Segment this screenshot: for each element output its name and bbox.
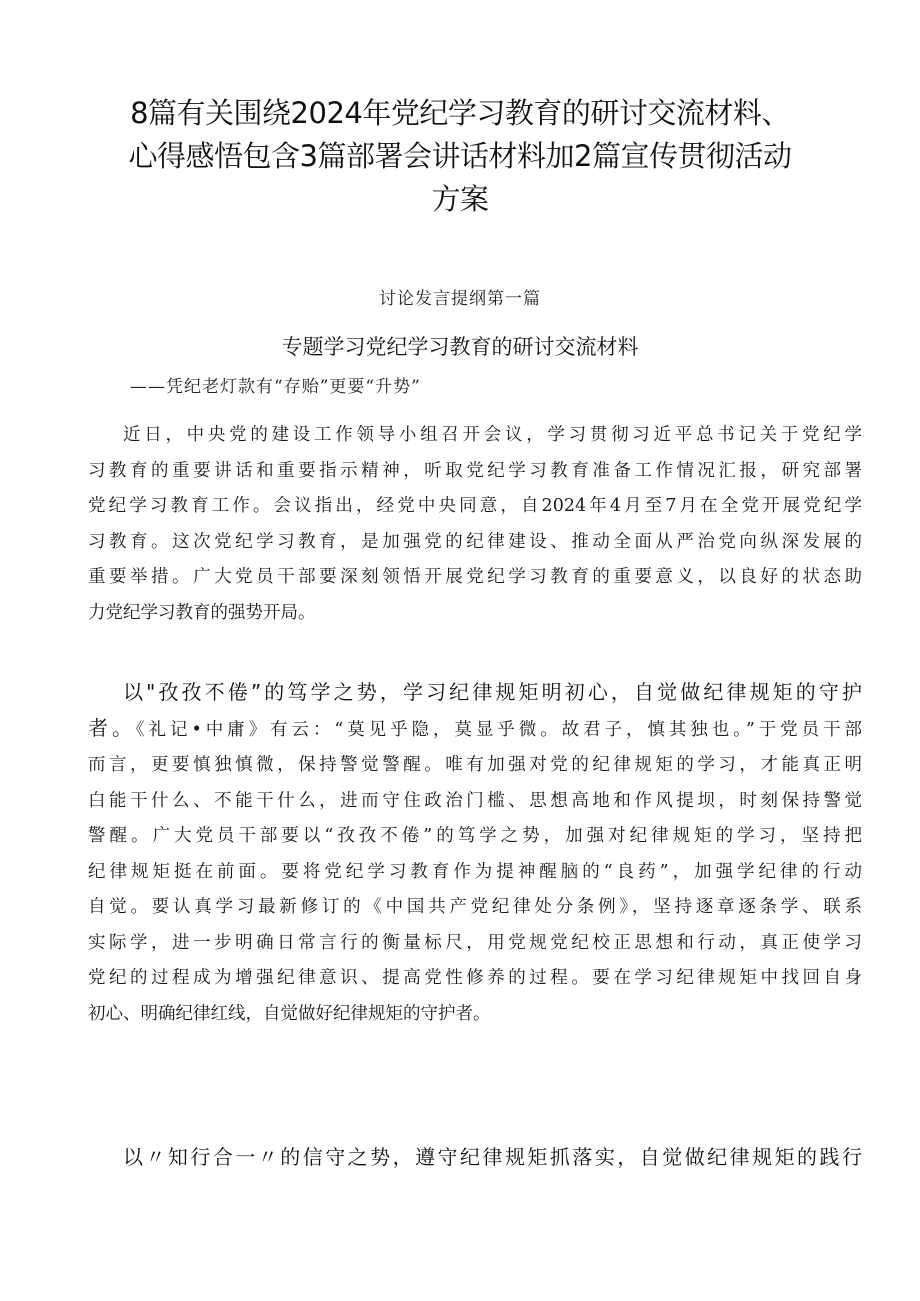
paragraph-line: 力党纪学习教育的强势开局。 [88, 602, 316, 623]
paragraph-line: 而言，更要慎独慎微，保持警觉警醒。唯有加强对党的纪律规矩的学习，才能真正明 [88, 755, 862, 775]
paragraph-line: 近日，中央党的建设工作领导小组召开会议，学习贯彻习近平总书记关于党纪学 [123, 425, 862, 445]
paragraph-3 [88, 1140, 862, 1176]
paragraph-line: 自觉。要认真学习最新修订的《中国共产党纪律处分条例》，坚持逐章逐条学、联系 [88, 897, 862, 917]
paragraph-line: 警醒。广大党员干部要以“孜孜不倦”的笃学之势，加强对纪律规矩的学习，坚持把 [88, 826, 862, 846]
title-line-1: 8篇有关围绕2024年党纪学习教育的研讨交流材料、 [130, 96, 790, 130]
paragraph-line: 党纪学习教育工作。会议指出，经党中央同意，自2024年4月至7月在全党开展党纪学 [88, 496, 862, 516]
section-label: 讨论发言提纲第一篇 [379, 289, 541, 309]
paragraph-1 [88, 418, 862, 631]
paragraph-line: 实际学，进一步明确日常言行的衡量标尺，用党规党纪校正思想和行动，真正使学习 [88, 932, 862, 953]
paragraph-line: 习教育的重要讲话和重要指示精神，听取党纪学习教育准备工作情况汇报，研究部署 [88, 460, 862, 481]
document-title [60, 92, 860, 221]
paragraph-line: 《礼记•中庸》有云：“莫见乎隐，莫显乎微。故君子，慎其独也。”于党员干部 [135, 719, 863, 740]
article-tagline: ——凭纪老灯款有“存贻”更要“升势” [130, 377, 421, 397]
paragraph-line: 重要举措。广大党员干部要深刻领悟开展党纪学习教育的重要意义，以良好的状态助 [88, 567, 862, 587]
paragraph-line: 初心、明确纪律红线，自觉做好纪律规矩的守护者。 [88, 1003, 491, 1024]
paragraph-heading-end: 者。 [88, 715, 136, 740]
title-line-2: 心得感悟包含3篇部署会讲话材料加2篇宣传贯彻活动 [128, 139, 792, 173]
title-line-3: 方案 [431, 182, 489, 216]
paragraph-line: 纪律规矩挺在前面。要将党纪学习教育作为提神醒脑的“良药”，加强学纪律的行动 [88, 861, 862, 882]
paragraph-line: 习教育。这次党纪学习教育，是加强党的纪律建设、推动全面从严治党向纵深发展的 [88, 531, 862, 552]
article-subtitle: 专题学习党纪学习教育的研讨交流材料 [281, 335, 639, 359]
paragraph-line: 白能干什么、不能干什么，进而守住政治门槛、思想高地和作风提坝，时刻保持警觉 [88, 790, 862, 811]
paragraph-heading: 以〃知行合一〃的信守之势，遵守纪律规矩抓落实，自觉做纪律规矩的践行 [123, 1145, 862, 1169]
paragraph-2 [88, 675, 862, 1032]
paragraph-line: 党纪的过程成为增强纪律意识、提高党性修养的过程。要在学习纪律规矩中找回自身 [88, 968, 862, 988]
paragraph-heading: 以"孜孜不倦”的笃学之势，学习纪律规矩明初心，自觉做纪律规矩的守护 [123, 680, 862, 704]
